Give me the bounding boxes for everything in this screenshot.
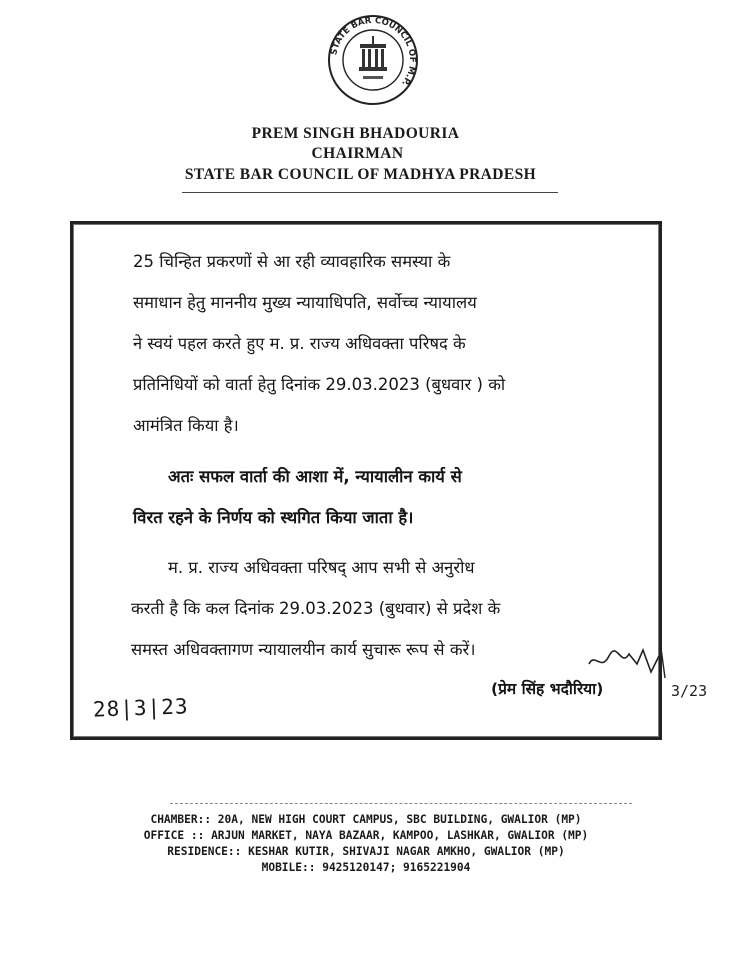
notice-paragraph-1 xyxy=(133,241,633,446)
signature-date: 3/23 xyxy=(671,682,708,700)
notice-line: समस्त अधिवक्तागण न्यायालयीन कार्य सुचारू रूप से करें। xyxy=(131,640,476,659)
notice-line: म. प्र. राज्य अधिवक्ता परिषद् आप सभी से अनुरोध xyxy=(168,558,475,577)
notice-paragraph-2 xyxy=(168,456,638,497)
notice-line: ने स्वयं पहल करते हुए म. प्र. राज्य अधिवक्ता परिषद के xyxy=(133,334,466,353)
chairman-title: CHAIRMAN xyxy=(311,145,404,162)
notice-paragraph-2-cont xyxy=(133,497,633,538)
office-address: OFFICE :: ARJUN MARKET, NAYA BAZAAR, KAMPOO, LASHKAR, GWALIOR (MP) xyxy=(143,829,589,842)
letterhead-divider xyxy=(182,192,558,193)
notice-paragraph-3-cont xyxy=(131,588,641,670)
signatory-name: (प्रेम सिंह भदौरिया) xyxy=(491,680,604,698)
notice-line: प्रतिनिधियों को वार्ता हेतु दिनांक 29.03.2023 (बुधवार ) को xyxy=(133,375,506,394)
organization-name: STATE BAR COUNCIL OF MADHYA PRADESH xyxy=(184,166,537,183)
seal-ring-text: STATE BAR COUNCIL OF M.P. xyxy=(329,15,418,88)
notice-line: समाधान हेतु माननीय मुख्य न्यायाधिपति, सर्वोच्च न्यायालय xyxy=(133,293,477,312)
notice-box xyxy=(70,221,708,740)
footer-addresses xyxy=(60,812,672,876)
chamber-address: CHAMBER:: 20A, NEW HIGH COURT CAMPUS, SBC BUILDING, GWALIOR (MP) xyxy=(150,813,582,826)
notice-paragraph-3 xyxy=(168,547,638,588)
notice-line: करती है कि कल दिनांक 29.03.2023 (बुधवार) से प्रदेश के xyxy=(131,599,501,618)
notice-line: विरत रहने के निर्णय को स्थगित किया जाता है। xyxy=(133,508,414,527)
signature-scribble-icon xyxy=(581,642,729,682)
notice-line: अतः सफल वार्ता की आशा में, न्यायालीन कार्य से xyxy=(168,467,462,486)
footer-divider xyxy=(170,803,632,804)
letterhead xyxy=(0,124,729,186)
chairman-name: PREM SINGH BHADOURIA xyxy=(251,125,460,142)
notice-line: 25 चिन्हित प्रकरणों से आ रही व्यावहारिक समस्या के xyxy=(133,252,451,271)
mobile-numbers: MOBILE:: 9425120147; 9165221904 xyxy=(261,861,471,874)
scales-of-justice-emblem-icon xyxy=(327,14,419,106)
notice-line: आमंत्रित किया है। xyxy=(133,416,239,435)
handwritten-date: 28|3|23 xyxy=(92,694,189,722)
council-seal xyxy=(327,14,419,106)
residence-address: RESIDENCE:: KESHAR KUTIR, SHIVAJI NAGAR AMKHO, GWALIOR (MP) xyxy=(167,845,565,858)
